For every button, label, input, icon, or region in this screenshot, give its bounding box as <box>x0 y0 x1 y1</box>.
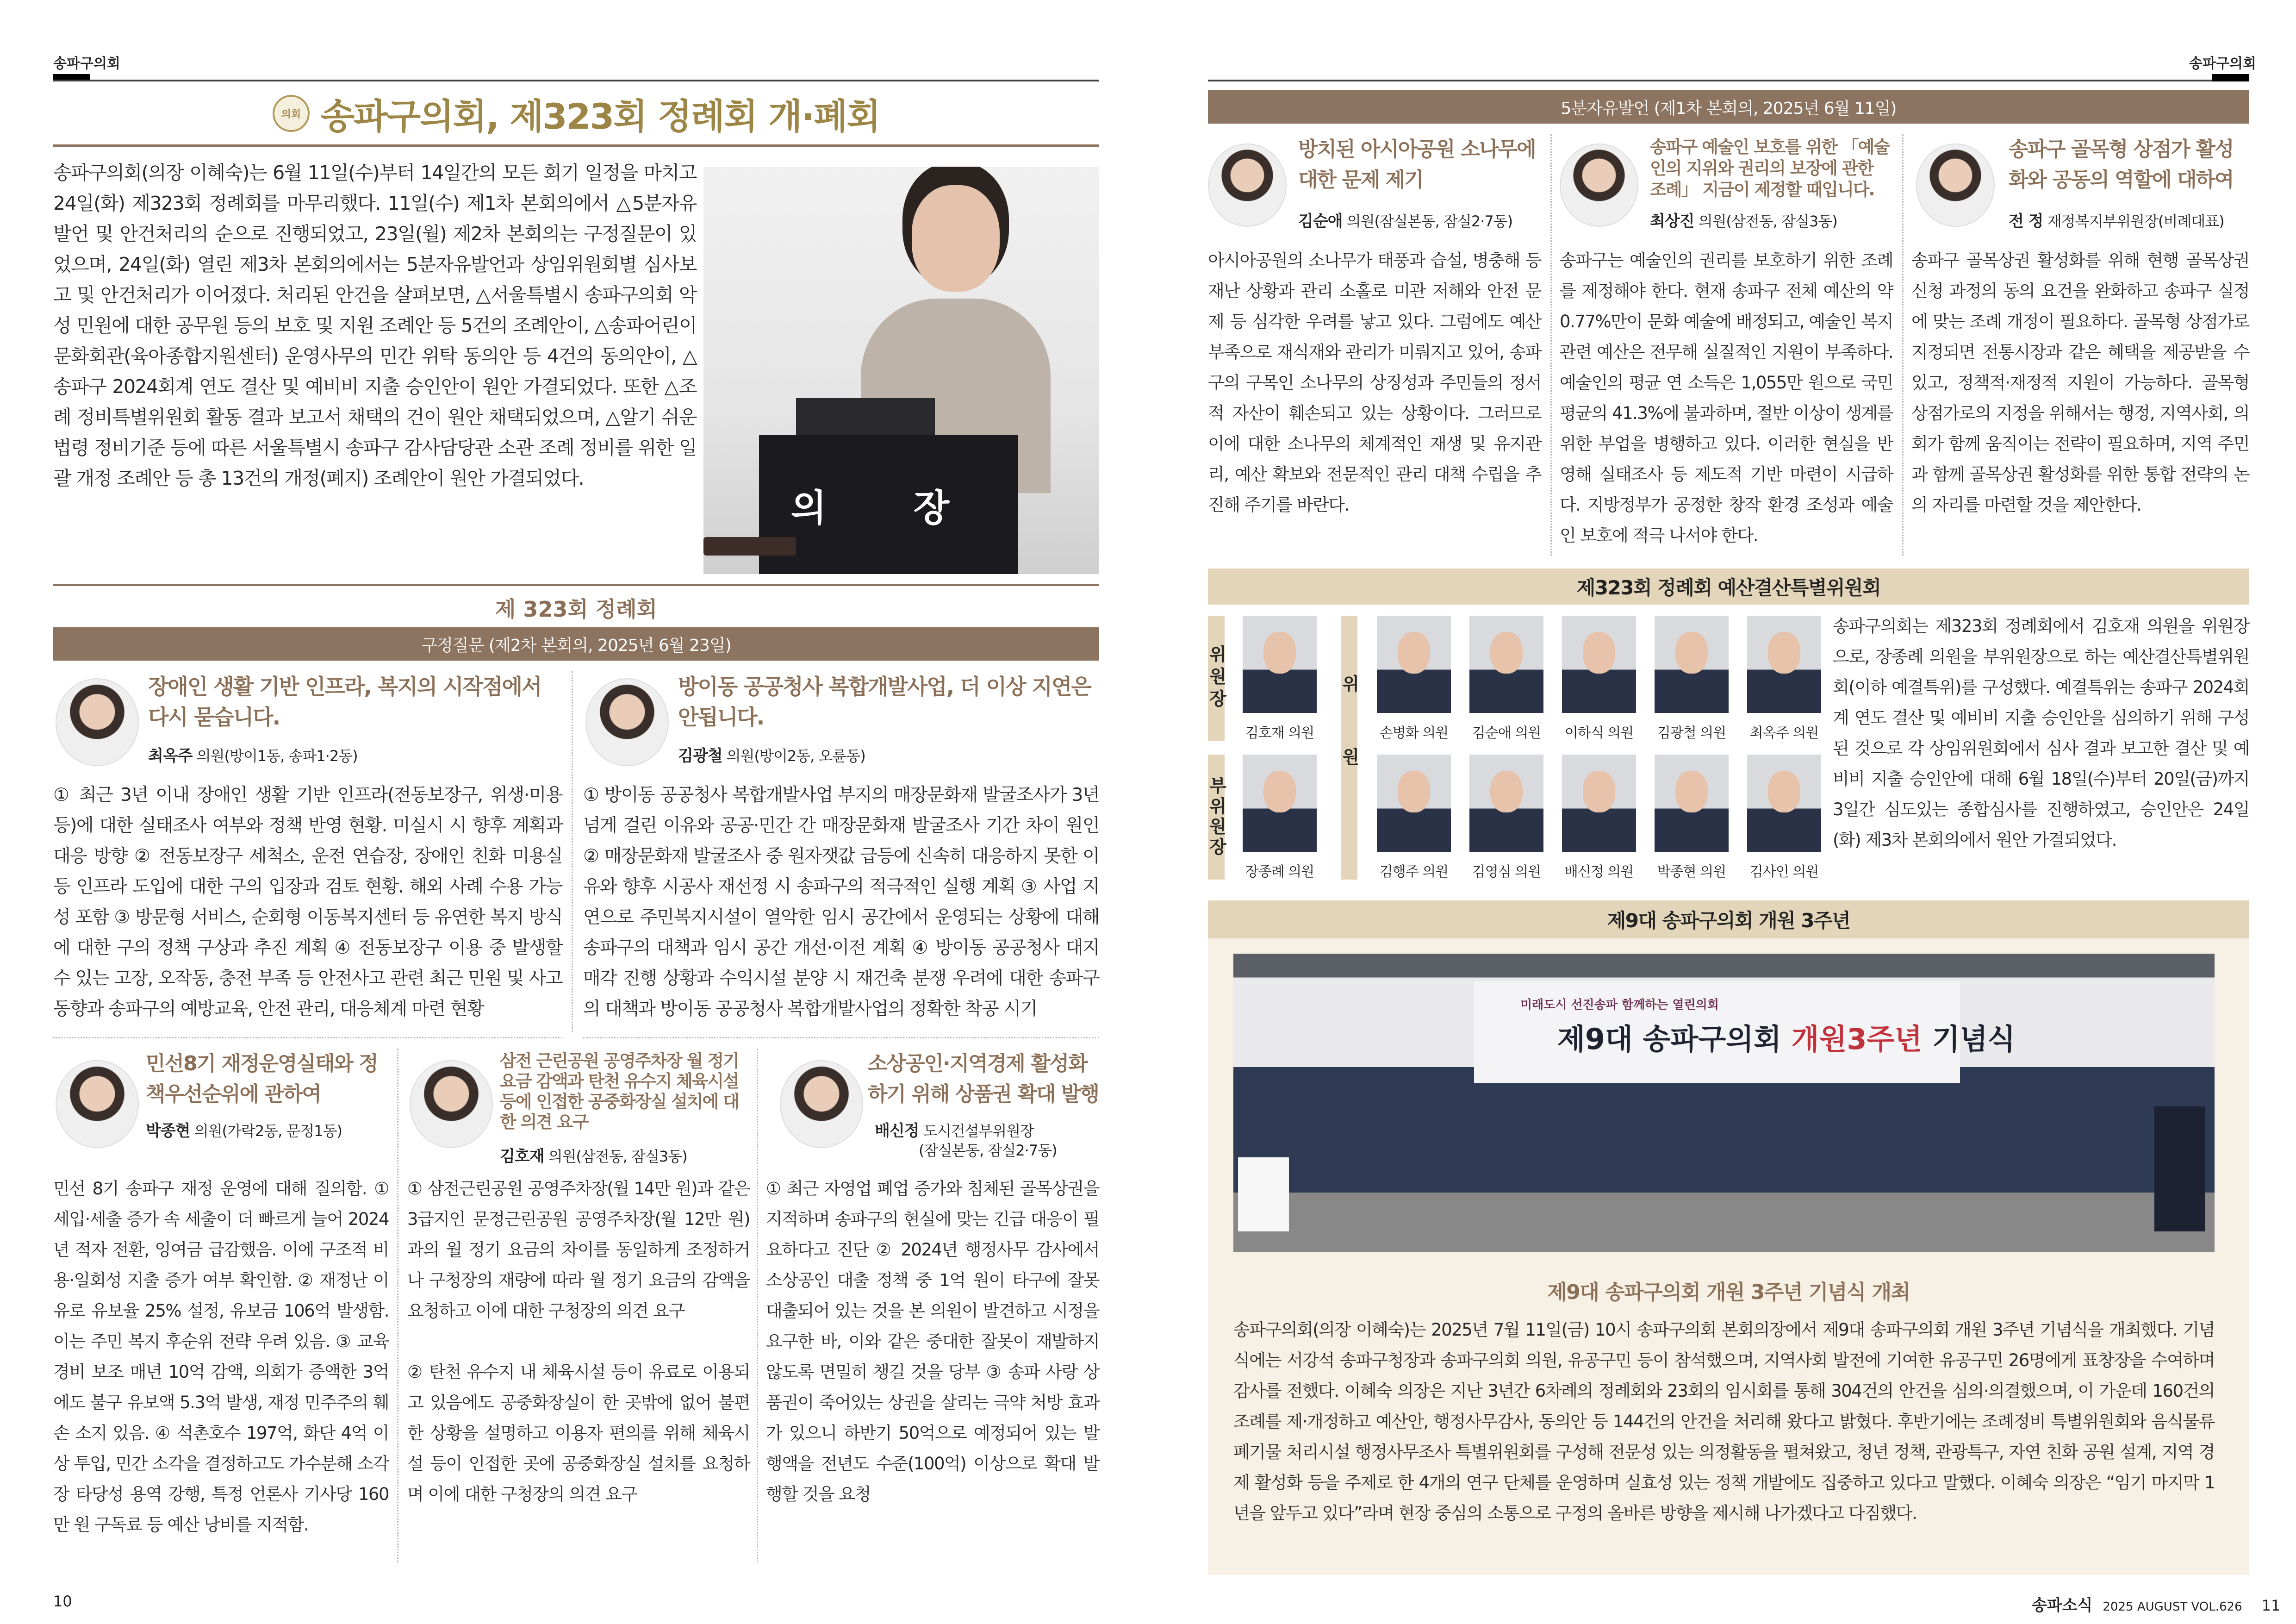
committee-member <box>1469 616 1543 742</box>
anniversary-heading: 제9대 송파구의회 개원 3주년 기념식 개최 <box>1547 1280 1910 1304</box>
member-name-label: 이하식 의원 <box>1564 725 1634 741</box>
committee-members-row <box>1377 616 1821 742</box>
article-title <box>53 88 1099 139</box>
question-body: ① 방이동 공공청사 복합개발사업 부지의 매장문화재 발굴조사가 3년 넘게 걸린 이유와 공공·민간 간 매장문화재 발굴조사 기간 차이 원인 ② 매장문화재 발굴조사 중 원자잿값 급등에 신속히 대응하지 못한 이유와 향후 시공사 재선정 시 송파구의 적극적인 실행 계획 ③ 사업 지연으로 주민복지시설이 열악한 임시 공간에서 운영되는 상황에 대해 송파구의 대책과 임시 공간 개선·이전 계획 ④ 방이동 공공청사 대지 매각 진행 상황과 수익시설 분양 시 재건축 분쟁 우려에 대한 송파구의 대책과 방이동 공공청사 복합개발사업의 정확한 착공 시기 <box>583 785 1100 1019</box>
column-divider <box>1902 134 1904 556</box>
member-role: 의원(가락2동, 문정1동) <box>194 1122 342 1140</box>
column-divider <box>572 671 573 1032</box>
speech-title: 송파구 예술인 보호를 위한 「예술인의 지위와 권리의 보장에 관한 조례」 지금이 제정할 때입니다. <box>1650 137 1890 200</box>
member-name-label: 김순애 의원 <box>1472 725 1541 741</box>
member-photo <box>1562 755 1636 852</box>
speech-body: 아시아공원의 소나무가 태풍과 습설, 병충해 등 재난 상황과 관리 소홀로 미관 저해와 안전 문제 등 심각한 우려를 낳고 있다. 그럼에도 예산 부족으로 재식재와 관리가 미뤄지고 있어, 송파구의 구목인 소나무의 상징성과 주민들의 정서적 자산이 훼손되고 있는 상황이다. 그러므로 이에 대한 소나무의 체계적인 재생 및 유지관리, 예산 확보와 전문적인 관리 대책 수립을 추진해 주기를 바란다. <box>1208 250 1541 515</box>
column-divider <box>397 1049 398 1562</box>
member-photo <box>1747 616 1821 713</box>
member-name-label: 김광철 의원 <box>1657 725 1726 741</box>
podium: 의 장 <box>759 435 1018 574</box>
question-title: 삼전 근린공원 공영주차장 월 정기 요금 감액과 탄천 유수지 체육시설 등에 인접한 공중화장실 설치에 대한 의견 요구 <box>500 1051 739 1132</box>
member-name-label: 박종현 의원 <box>1657 864 1726 880</box>
question-title: 장애인 생활 기반 인프라, 복지의 시작점에서 다시 묻습니다. <box>148 674 541 730</box>
member-name: 최옥주 <box>148 747 193 765</box>
speech-section-bar: 5분자유발언 (제1차 본회의, 2025년 6월 11일) <box>1208 90 2249 124</box>
avatar <box>1560 144 1638 227</box>
member-name-label: 장종례 의원 <box>1245 864 1314 880</box>
member-name-label: 배신정 의원 <box>1564 864 1634 880</box>
speech-body: 송파구 골목상권 활성화를 위해 현행 골목상권 신청 과정의 동의 요건을 완화하고 송파구 실정에 맞는 조례 개정이 필요하다. 골목형 상점가로 지정되면 전통시장과 같은 혜택을 제공받을 수 있고, 정책적·재정적 지원이 가능하다. 골목형 상점가로의 지정을 위해서는 행정, 지역사회, 의회가 함께 움직이는 전략이 필요하며, 지역 주민과 함께 골목상권 활성화를 위한 통합 전략의 논의 자리를 마련할 것을 제안한다. <box>1911 250 2249 515</box>
committee-member <box>1562 616 1636 742</box>
member-role: 의원(잠실본동, 잠실2·7동) <box>1346 212 1513 230</box>
question-body-2: ② 탄천 유수지 내 체육시설 등이 유료로 이용되고 있음에도 공중화장실이 한 곳밖에 없어 불편한 상황을 설명하고 이용자 편의를 위해 체육시설 등이 인접한 곳에 공중화장실 설치를 요청하며 이에 대한 구청장의 의견 요구 <box>407 1362 750 1504</box>
speech-title: 방치된 아시아공원 소나무에 대한 문제 제기 <box>1298 137 1536 192</box>
magazine-name: 송파소식 <box>2032 1596 2093 1615</box>
committee-member-chair <box>1243 616 1317 742</box>
member-role: 의원(삼전동, 잠실3동) <box>548 1148 687 1165</box>
chairperson-photo <box>703 167 1099 574</box>
member-name-label: 김호재 의원 <box>1245 725 1314 741</box>
gavel-icon <box>703 537 796 556</box>
avatar <box>1916 144 1995 227</box>
committee-members-row <box>1377 755 1821 881</box>
vice-chair-label <box>1208 755 1225 880</box>
committee-member <box>1747 755 1821 881</box>
member-photo <box>1655 755 1729 852</box>
member-role: 의원(방이1동, 송파1·2동) <box>196 747 358 765</box>
member-photo <box>1469 755 1543 852</box>
member-photo <box>1747 755 1821 852</box>
avatar <box>410 1060 493 1148</box>
chairperson-figure <box>912 185 1000 292</box>
member-name-label: 손병화 의원 <box>1379 725 1449 741</box>
qa-section-bar: 구정질문 (제2차 본회의, 2025년 6월 23일) <box>53 627 1099 661</box>
committee-member <box>1377 755 1451 881</box>
anniversary-body: 송파구의회(의장 이혜숙)는 2025년 7월 11일(금) 10시 송파구의회 본회의장에서 제9대 송파구의회 개원 3주년 기념식을 개최했다. 기념식에는 서강석 송파구청장과 송파구의회 의원, 유공구민 등이 참석했으며, 지역사회 발전에 기여한 유공구민 26명에게 표창장을 수여하며 감사를 전했다. 이혜숙 의장은 지난 3년간 6차례의 정례회와 23회의 임시회를 통해 304건의 안건을 심의·의결했으며, 이 가운데 160건의 조례를 제·개정하고 예산안, 행정사무감사, 동의안 등 144건의 안건을 처리해 왔다고 밝혔다. 후반기에는 조례정비 특별위원회와 음식물류 폐기물 처리시설 행정사무조사 특별위원회를 구성해 전문성 있는 의정활동을 펼쳐왔고, 청년 정책, 관광특구, 자연 친화 공원 설계, 지역 경제 활성화 등을 주제로 한 4개의 연구 단체를 운영하며 실효성 있는 정책 개발에도 집중하고 있다고 말했다. 이혜숙 의장은 “임기 마지막 1년을 앞두고 있다”라며 현장 중심의 소통으로 구정의 올바른 방향을 제시해 나가겠다고 다짐했다. <box>1233 1320 2215 1523</box>
page-number-left: 10 <box>53 1593 72 1610</box>
header-rule <box>1208 80 2249 81</box>
session-heading: 제 323회 정례회 <box>495 597 658 622</box>
member-name-label: 최옥주 의원 <box>1749 725 1819 741</box>
member-role: 재정복지부위원장(비례대표) <box>2047 212 2224 230</box>
member-name: 박종현 <box>146 1122 190 1140</box>
intro-paragraph: 송파구의회(의장 이혜숙)는 6월 11일(수)부터 14일간의 모든 회기 일정을 마치고 24일(화) 제323회 정례회를 마무리했다. 11일(수) 제1차 본회의에서 △5분자유발언 및 안건처리의 순으로 진행되었고, 23일(월) 제2차 본회의는 구정질문이 있었으며, 24일(화) 열린 제3차 본회의에서는 5분자유발언과 상임위원회별 심사보고 및 안건처리가 이어졌다. 처리된 안건을 살펴보면, △서울특별시 송파구의회 악성 민원에 대한 공무원 등의 보호 및 지원 조례안 등 5건의 조례안이, △송파어린이문화회관(육아종합지원센터) 운영사무의 민간 위탁 동의안 등 4건의 동의안이, △송파구 2024회계 연도 결산 및 예비비 지출 승인안이 원안 가결되었다. 또한 △조례 정비특별위원회 활동 결과 보고서 채택의 건이 원안 채택되었으며, △알기 쉬운 법령 정비기준 등에 따른 서울특별시 송파구 감사담당관 소관 조례 정비를 위한 일괄 개정 조례안 등 총 13건의 개정(폐지) 조례안이 원안 가결되었다. <box>53 162 697 489</box>
monitor <box>796 398 935 440</box>
question-body: ① 최근 자영업 폐업 증가와 침체된 골목상권을 지적하며 송파구의 현실에 맞는 긴급 대응이 필요하다고 진단 ② 2024년 행정사무 감사에서 소상공인 대출 정책 중 1억 원이 타구에 잘못 대출되어 있는 것을 본 의원이 발견하고 시정을 요구한 바, 이와 같은 중대한 잘못이 재발하지 않도록 면밀히 챙길 것을 당부 ③ 송파 사랑 상품권이 죽어있는 상권을 살리는 극약 처방 효과가 있으니 하반기 50억으로 예정되어 있는 발행액을 전년도 수준(100억) 이상으로 확대 발행할 것을 요청 <box>766 1179 1099 1504</box>
column-divider <box>1550 134 1552 556</box>
question-title: 민선8기 재정운영실태와 정책우선순위에 관하여 <box>146 1052 378 1106</box>
section-rule <box>53 584 1099 586</box>
council-flag <box>2154 1106 2205 1231</box>
member-name: 김광철 <box>678 747 722 765</box>
page-number-right: 11 <box>2261 1597 2281 1614</box>
committee-member <box>1377 616 1451 742</box>
member-name: 배신정 <box>875 1122 919 1140</box>
member-name-label: 김영심 의원 <box>1472 864 1541 880</box>
speech-body: 송파구는 예술인의 권리를 보호하기 위한 조례를 제정해야 한다. 현재 송파구 전체 예산의 약 0.77%만이 문화 예술에 배정되고, 예술인 복지 관련 예산은 전무해 실질적인 지원이 부족하다. 예술인의 평균 연 소득은 1,055만 원으로 국민 평균의 41.3%에 불과하며, 절반 이상이 생계를 위한 부업을 병행하고 있다. 이러한 현실을 반영해 실태조사 등 제도적 기반 마련이 시급하다. 지방정부가 공정한 창작 환경 조성과 예술인 보호에 적극 나서야 한다. <box>1560 250 1893 545</box>
member-name-label: 김사인 의원 <box>1749 864 1819 880</box>
member-role: 의원(삼전동, 잠실3동) <box>1698 212 1837 230</box>
row-divider <box>53 1037 562 1038</box>
question-body: ① 최근 3년 이내 장애인 생활 기반 인프라(전동보장구, 위생·미용 등)에 대한 실태조사 여부와 정책 반영 현황. 미실시 시 향후 계획과 대응 방향 ② 전동보장구 세척소, 운전 연습장, 장애인 친화 미용실 등 인프라 도입에 대한 구의 입장과 검토 현황. 해외 사례 수용 가능성 포함 ③ 방문형 서비스, 순회형 이동복지센터 등 유연한 복지 방식에 대한 구의 정책 구상과 추진 계획 ④ 전동보장구 이용 중 발생할 수 있는 고장, 오작동, 충전 부족 등 안전사고 관련 최근 민원 및 사고 동향과 송파구의 예방교육, 안전 관리, 대응체계 마련 현황 <box>53 785 562 1019</box>
header-rule-marker <box>2212 74 2249 81</box>
member-name-label: 김행주 의원 <box>1379 864 1449 880</box>
page-title: 송파구의회, 제323회 정례회 개·폐회 <box>320 95 880 137</box>
committee-body: 송파구의회는 제323회 정례회에서 김호재 의원을 위원장으로, 장종례 의원을 부위원장으로 하는 예산결산특별위원회(이하 예결특위)를 구성했다. 예결특위는 송파구 2024회계 연도 결산 및 예비비 지출 승인안을 심의하기 위해 구성된 것으로 각 상임위원회에서 심사 결과 보고한 결산 및 예비비 지출 승인안에 대해 6월 18일(수)부터 20일(금)까지 3일간 심도있는 종합심사를 진행하였고, 승인안은 24일(화) 제3차 본회의에서 원안 가결되었다. <box>1833 616 2249 850</box>
member-name: 김순애 <box>1298 212 1343 231</box>
chair-label-text: 위원장 <box>1206 645 1226 712</box>
member-label <box>1341 616 1357 880</box>
member-label-text: 위원 <box>1339 675 1359 821</box>
member-photo <box>1377 755 1451 852</box>
avatar <box>56 678 139 766</box>
committee-member <box>1469 755 1543 881</box>
member-photo <box>1562 616 1636 713</box>
committee-member <box>1655 755 1729 881</box>
committee-section-bar: 제323회 정례회 예산결산특별위원회 <box>1208 568 2249 605</box>
member-name: 김호재 <box>500 1147 544 1166</box>
vice-chair-label-text: 부위원장 <box>1206 776 1226 858</box>
avatar <box>56 1060 139 1148</box>
question-title: 방이동 공공청사 복합개발사업, 더 이상 지연은 안됩니다. <box>678 674 1091 730</box>
banner-title: 제9대 송파구의회 개원3주년 기념식 <box>1557 1022 2016 1056</box>
anniversary-section-bar: 제9대 송파구의회 개원 3주년 <box>1208 900 2249 938</box>
member-photo <box>1655 616 1729 713</box>
member-name: 전 정 <box>2009 212 2043 231</box>
avatar <box>1208 144 1287 227</box>
committee-member <box>1655 616 1729 742</box>
question-title: 소상공인·지역경제 활성화 하기 위해 상품권 확대 발행 <box>868 1052 1099 1106</box>
banner-slogan: 미래도시 선진송파 함께하는 열린의회 <box>1520 998 1719 1012</box>
title-rule <box>53 144 1099 147</box>
chair-label <box>1208 616 1225 741</box>
event-banner <box>1474 981 2016 1083</box>
footer-right <box>2032 1593 2280 1615</box>
committee-member <box>1562 755 1636 881</box>
speech-title: 송파구 골목형 상점가 활성화와 공동의 역할에 대하여 <box>2009 137 2234 192</box>
member-photo <box>1243 755 1317 852</box>
avatar <box>780 1060 863 1148</box>
running-header-right: 송파구의회 <box>2189 56 2256 72</box>
running-header-left: 송파구의회 <box>53 56 120 72</box>
avatar <box>585 678 669 766</box>
council-emblem-icon: 의회 <box>273 95 310 132</box>
anniversary-group-photo <box>1233 954 2215 1252</box>
member-photo <box>1469 616 1543 713</box>
committee-member <box>1747 616 1821 742</box>
member-photo <box>1377 616 1451 713</box>
header-rule <box>53 80 1099 81</box>
row-divider <box>583 1037 1099 1038</box>
member-role: 도시건설부위원장 <box>923 1122 1034 1140</box>
column-divider <box>757 1049 758 1562</box>
korean-flag <box>1238 1157 1289 1231</box>
member-name: 최상진 <box>1650 212 1694 231</box>
member-photo <box>1243 616 1317 713</box>
committee-member-vice <box>1243 755 1317 881</box>
member-district: (잠실본동, 잠실2·7동) <box>919 1142 1057 1159</box>
issue-label: 2025 AUGUST VOL.626 <box>2103 1600 2242 1614</box>
question-body: ① 삼전근린공원 공영주차장(월 14만 원)과 같은 3급지인 문정근린공원 공영주차장(월 12만 원) 과의 월 정기 요금의 차이를 동일하게 조정하거나 구청장의 재량에 따라 월 정기 요금의 감액을 요청하고 이에 대한 구청장의 의견 요구 <box>407 1179 750 1321</box>
member-role: 의원(방이2동, 오륜동) <box>726 747 865 765</box>
question-body: 민선 8기 송파구 재정 운영에 대해 질의함. ① 세입·세출 증가 속 세출이 더 빠르게 늘어 2024년 적자 전환, 잉여금 급감했음. 이에 구조적 비용·일회성 지출 증가 여부 확인함. ② 재정난 이유로 유보율 25% 설정, 유보금 106억 발생함. 이는 주민 복지 후순위 전략 우려 있음. ③ 교육경비 보조 매년 10억 감액, 의회가 증액한 3억에도 불구 유보액 5.3억 발생, 재정 민주주의 훼손 소지 있음. ④ 석촌호수 197억, 화단 4억 이상 투입, 민간 소각을 결정하고도 가수분해 소각장 타당성 용역 강행, 특정 언론사 기사당 160만 원 구독료 등 예산 낭비를 지적함. <box>53 1179 389 1535</box>
